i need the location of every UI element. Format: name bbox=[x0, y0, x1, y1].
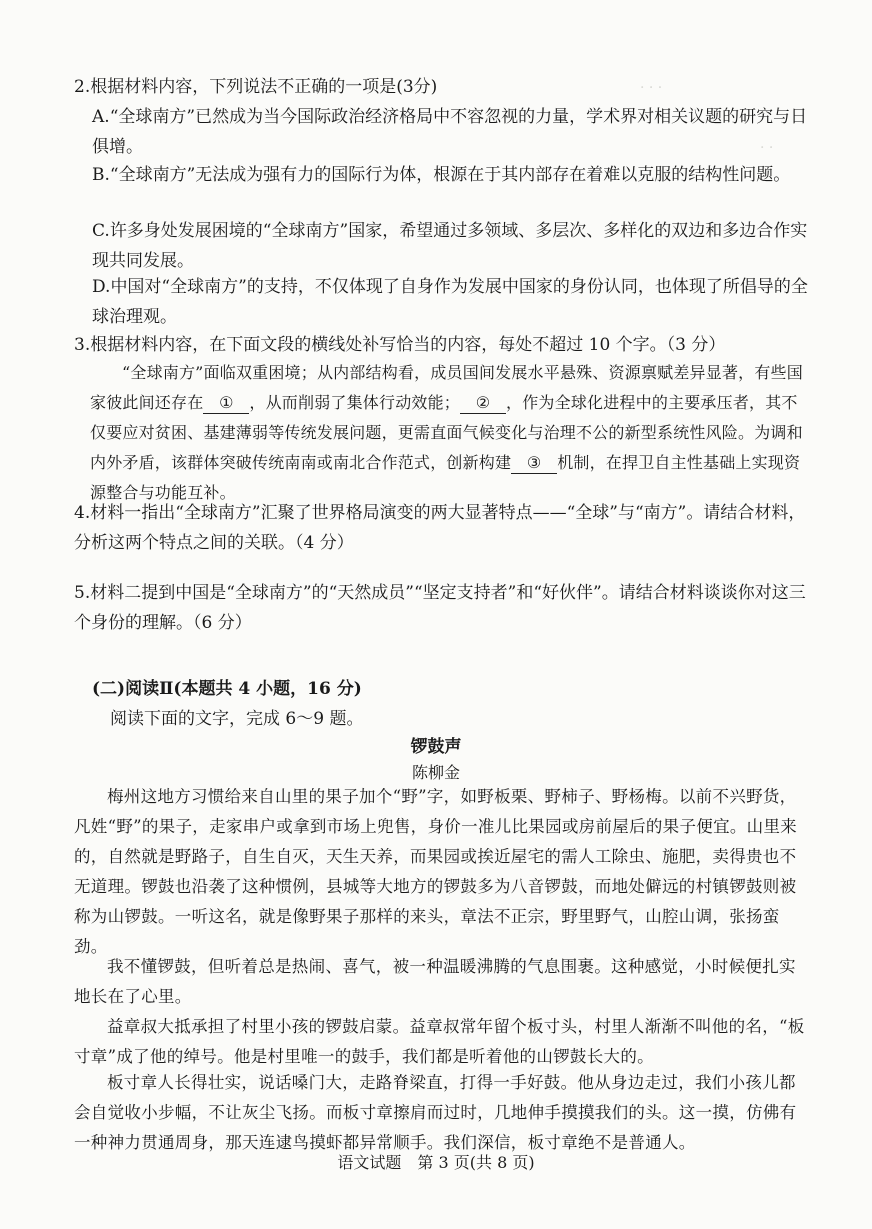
option-text: “全球南方”已然成为当今国际政治经济格局中不容忽视的力量，学术界对相关议题的研究与日俱增。 bbox=[92, 107, 808, 157]
bleed-through-mark: · · bbox=[760, 140, 774, 156]
article-paragraph: 板寸章人长得壮实，说话嗓门大，走路脊梁直，打得一手好鼓。他从身边走过，我们小孩儿都会自觉收小步幅，不让灰尘飞扬。而板寸章擦肩而过时，几地伸手摸摸我们的头。这一摸，仿佛有一种神力贯通周身，那天连逮鸟摸虾都异常顺手。我们深信，板寸章绝不是普通人。 bbox=[74, 1073, 797, 1152]
question-2-stem: 2.根据材料内容，下列说法不正确的一项是(3分) bbox=[74, 77, 438, 97]
option-label: D. bbox=[92, 277, 111, 297]
question-3-stem: 3.根据材料内容，在下面文段的横线处补写恰当的内容，每处不超过 10 个字。（3 分） bbox=[74, 335, 726, 355]
question-2-option-c bbox=[92, 216, 810, 276]
article-paragraph: 益章叔大抵承担了村里小孩的锣鼓启蒙。益章叔常年留个板寸头，村里人渐渐不叫他的名，“板寸章”成了他的绰号。他是村里唯一的鼓手，我们都是听着他的山锣鼓长大的。 bbox=[74, 1017, 805, 1066]
blank-1[interactable]: ① bbox=[203, 393, 249, 414]
option-text: 中国对“全球南方”的支持，不仅体现了自身作为发展中国家的身份认同，也体现了所倡导的全球治理观。 bbox=[92, 277, 808, 327]
question-2-option-b bbox=[92, 160, 810, 190]
question-3-passage bbox=[90, 358, 812, 508]
question-2-option-a bbox=[92, 102, 810, 162]
option-text: 许多身处发展困境的“全球南方”国家，希望通过多领域、多层次、多样化的双边和多边合作实现共同发展。 bbox=[92, 221, 808, 271]
option-label: A. bbox=[92, 107, 110, 127]
question-5-stem: 5.材料二提到中国是“全球南方”的“天然成员”“坚定支持者”和“好伙伴”。请结合材料谈谈你对这三个身份的理解。（6 分） bbox=[74, 583, 806, 633]
passage-text: “全球南方”面临双重困境；从内部结构看，成员国间发展水平悬殊、资源禀赋差异显著，有些国家彼此间还存在 bbox=[90, 363, 803, 412]
bleed-through-mark: · · · bbox=[640, 80, 663, 96]
article-author: 陈柳金 bbox=[411, 763, 460, 782]
article-paragraph: 我不懂锣鼓，但听着总是热闹、喜气，被一种温暖沸腾的气息围裹。这种感觉，小时候便扎实地长在了心里。 bbox=[74, 957, 796, 1006]
option-label: B. bbox=[92, 165, 110, 185]
option-text: “全球南方”无法成为强有力的国际行为体，根源在于其内部存在着难以克服的结构性问题。 bbox=[109, 165, 791, 185]
blank-3[interactable]: ③ bbox=[511, 453, 557, 474]
passage-text: ，从而削弱了集体行动效能； bbox=[249, 393, 461, 412]
option-label: C. bbox=[92, 221, 110, 241]
article-title: 锣鼓声 bbox=[410, 737, 462, 757]
section-instruction: 阅读下面的文字，完成 6～9 题。 bbox=[110, 709, 364, 729]
passage-text: 机制，在捍卫自主性基础上实现资源整合与功能互补。 bbox=[90, 453, 801, 502]
blank-2[interactable]: ② bbox=[460, 393, 506, 414]
article-paragraph: 梅州这地方习惯给来自山里的果子加个“野”字，如野板栗、野柿子、野杨梅。以前不兴野货，凡姓“野”的果子，走家串户或拿到市场上兜售，身价一准儿比果园或房前屋后的果子便宜。山里来的，自然就是野路子，自生自灭，天生天养，而果园或挨近屋宅的需人工除虫、施肥，卖得贵也不无道理。锣鼓也沿袭了这种惯例，县城等大地方的锣鼓多为八音锣鼓，而地处僻远的村镇锣鼓则被称为山锣鼓。一听这名，就是像野果子那样的来头，章法不正宗，野里野气，山腔山调，张扬蛮劲。 bbox=[74, 787, 798, 956]
section-heading: (二)阅读Ⅱ(本题共 4 小题，16 分) bbox=[92, 679, 362, 699]
question-2-option-d bbox=[92, 272, 810, 332]
question-4-stem: 4.材料一指出“全球南方”汇聚了世界格局演变的两大显著特点——“全球”与“南方”。请结合材料，分析这两个特点之间的关联。（4 分） bbox=[74, 503, 806, 553]
page-footer: 语文试题 第 3 页(共 8 页) bbox=[337, 1153, 535, 1172]
passage-text: ，作为全球化进程中的主要承压者，其不仅要应对贫困、基建薄弱等传统发展问题，更需直面气候变化与治理不公的新型系统性风险。为调和内外矛盾，该群体突破传统南南或南北合作范式，创新构建 bbox=[90, 393, 803, 472]
